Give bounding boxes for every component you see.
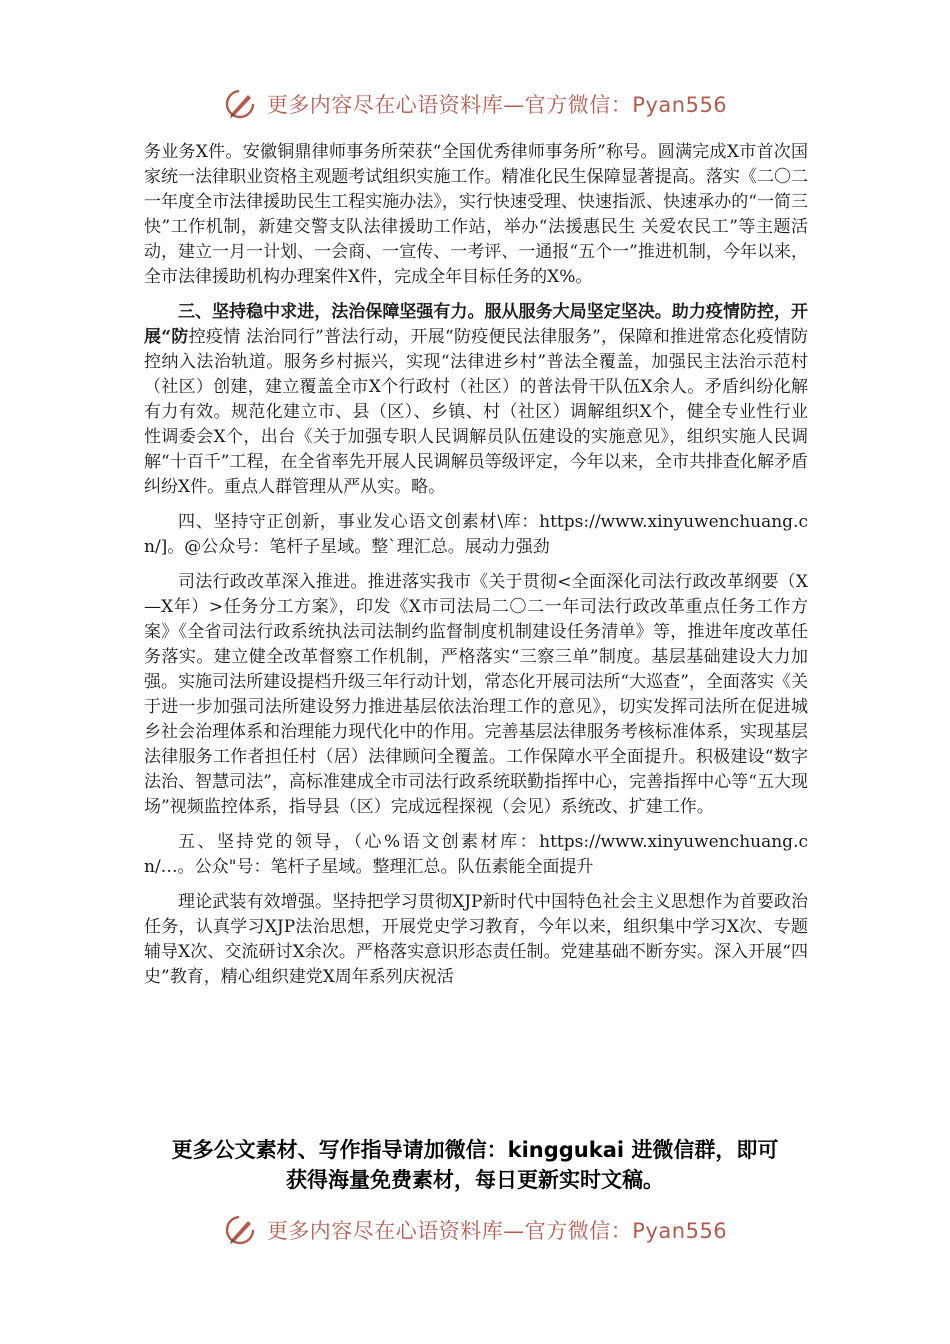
section-four-heading: 四、坚持守正创新，事业发心语文创素材\库：https://www.xinyuwenchuang.cn/]。@公众号：笔杆子星域。整`理汇总。展动力强劲 — [144, 512, 808, 557]
wechat-promo-note — [120, 1135, 830, 1195]
promo-line-2: 获得海量免费素材，每日更新实时文稿。 — [286, 1168, 664, 1192]
footer-banner — [0, 1208, 950, 1252]
pen-logo-icon — [223, 86, 259, 122]
header-banner — [0, 82, 950, 126]
section-three-body: 控疫情 法治同行”普法行动，开展“防疫便民法律服务”，保障和推进常态化疫情防控纳入法治轨道。服务乡村振兴，实现“法律进乡村”普法全覆盖，加强民主法治示范村（社区）创建，建立覆盖全市X个行政村（社区）的普法骨干队伍X余人。矛盾纠纷化解有力有效。规范化建立市、县（区）、乡镇、村（社区）调解组织X个，健全专业性行业性调委会X个，出台《关于加强专职人民调解员队伍建设的实施意见》，组织实施人民调解“十百千”工程，在全省率先开展人民调解员等级评定，今年以来，全市共排查化解矛盾纠纷X件。重点人群管理从严从实。略。 — [144, 327, 808, 497]
paragraph-section-three — [144, 300, 808, 500]
header-banner-text: 更多内容尽在心语资料库—官方微信：Pyan556 — [266, 93, 728, 117]
section-five-heading: 五、坚持党的领导，（心%语文创素材库：https://www.xinyuwenchuang.cn/…。公众"号：笔杆子星域。整理汇总。队伍素能全面提升 — [144, 832, 808, 877]
section-three-heading: 三、坚持稳中求进，法治保障坚强有力。服从服务大局坚定坚决。助力疫情防控，开展“防 — [144, 302, 808, 347]
paragraph-party-building: 理论武装有效增强。坚持把学习贯彻XJP新时代中国特色社会主义思想作为首要政治任务，认真学习XJP法治思想，开展党史学习教育，今年以来，组织集中学习X次、专题辅导X次、交流研讨X余次。严格落实意识形态责任制。党建基础不断夯实。深入开展“四史”教育，精心组织建党X周年系列庆祝活 — [144, 892, 808, 987]
document-body — [144, 140, 808, 990]
pen-logo-icon — [223, 1212, 259, 1248]
paragraph-legal-aid: 务业务X件。安徽铜鼎律师事务所荣获“全国优秀律师事务所”称号。圆满完成X市首次国家统一法律职业资格主观题考试组织实施工作。精准化民生保障显著提高。落实《二〇二一年度全市法律援助民生工程实施办法》，实行快速受理、快速指派、快速承办的“一简三快”工作机制，新建交警支队法律援助工作站，举办“法援惠民生 关爱农民工”等主题活动，建立一月一计划、一会商、一宣传、一考评、一通报“五个一”推进机制，今年以来，全市法律援助机构办理案件X件，完成全年目标任务的X%。 — [144, 142, 808, 287]
footer-banner-text: 更多内容尽在心语资料库—官方微信：Pyan556 — [266, 1219, 728, 1243]
paragraph-reform: 司法行政改革深入推进。推进落实我市《关于贯彻<全面深化司法行政改革纲要（X—X年）>任务分工方案》，印发《X市司法局二〇二一年司法行政改革重点任务工作方案》《全省司法行政系统执法司法制约监督制度机制建设任务清单》等，推进年度改革任务落实。建立健全改革督察工作机制，严格落实“三察三单”制度。基层基础建设大力加强。实施司法所建设提档升级三年行动计划，常态化开展司法所“大巡查”，全面落实《关于进一步加强司法所建设努力推进基层依法治理工作的意见》，切实发挥司法所在促进城乡社会治理体系和治理能力现代化中的作用。完善基层法律服务考核标准体系，实现基层法律服务工作者担任村（居）法律顾问全覆盖。工作保障水平全面提升。积极建设“数字法治、智慧司法”，高标准建成全市司法行政系统联勤指挥中心，完善指挥中心等“五大现场”视频监控体系，指导县（区）完成远程探视（会见）系统改、扩建工作。 — [144, 572, 808, 817]
promo-line-1: 更多公文素材、写作指导请加微信：kinggukai 进微信群，即可 — [171, 1138, 779, 1162]
